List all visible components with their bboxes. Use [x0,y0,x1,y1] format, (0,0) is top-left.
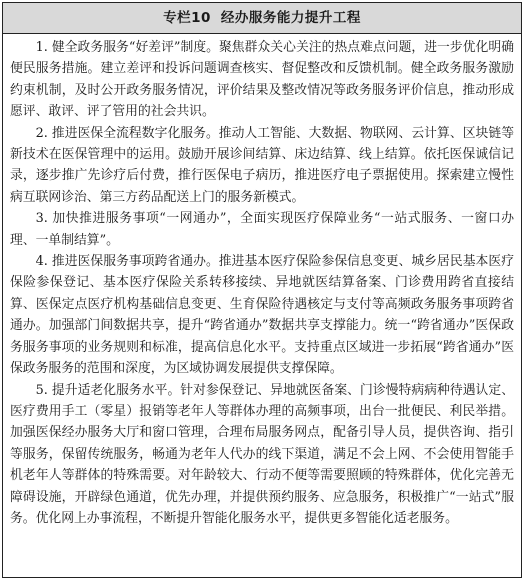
paragraph-2: 2. 推进医保全流程数字化服务。推动人工智能、大数据、物联网、云计算、区块链等新技术在医保管理中的运用。鼓励开展诊间结算、床边结算、线上结算。依托医保诚信记录，逐步推广先诊疗后付费，推行医保电子病历，推进医疗电子票据使用。探索建立慢性病互联网诊治、第三方药品配送上门的服务新模式。 [10,125,514,205]
paragraph-4: 4. 推进医保服务事项跨省通办。推进基本医疗保险参保信息变更、城乡居民基本医疗保险参保登记、基本医疗保险关系转移接续、异地就医结算备案、门诊费用跨省直接结算、医保定点医疗机构基础信息变更、生育保险待遇核定与支付等高频政务服务事项跨省通办。加强部门间数据共享，提升“跨省通办”数据共享支撑能力。统一“跨省通办”医保政务服务事项的业务规则和标准，提高信息化水平。支持重点区域进一步拓展“跨省通办”医保政务服务的范围和深度，为区域协调发展提供支撑保障。 [10,254,514,377]
box-title: 经办服务能力提升工程 [220,10,361,26]
paragraph-5: 5. 提升适老化服务水平。针对参保登记、异地就医备案、门诊慢特病病种待遇认定、医疗费用手工（零星）报销等老年人等群体办理的高频事项，出台一批便民、利民举措。加强医保经办服务大厅和窗口管理，合理布局服务网点，配备引导人员，提供咨询、指引等服务，保留传统服务，畅通为老年人代办的线下渠道，满足不会上网、不会使用智能手机老年人等群体的特殊需要。对年龄较大、行动不便等需要照顾的特殊群体，优化完善无障碍设施，开辟绿色通道，优先办理，并提供预约服务、应急服务，积极推广“一站式”服务。优化网上办事流程，不断提升智能化服务水平，提供更多智能化适老服务。 [10,382,514,526]
box-header [3,3,521,34]
paragraph-3: 3. 加快推进服务事项“一网通办”，全面实现医疗保障业务“一站式服务、一窗口办理、一单制结算”。 [10,211,514,248]
box-label: 专栏10 [163,10,211,26]
paragraph-1: 1. 健全政务服务“好差评”制度。聚焦群众关心关注的热点难点问题，进一步优化明确便民服务措施。建立差评和投诉问题调查核实、督促整改和反馈机制。健全政务服务激励约束机制，及时公开政务服务情况，评价结果及整改情况等政务服务评价信息，推动形成愿评、敢评、评了管用的社会共识。 [10,40,514,120]
feature-box [2,2,522,578]
box-content [3,34,521,529]
